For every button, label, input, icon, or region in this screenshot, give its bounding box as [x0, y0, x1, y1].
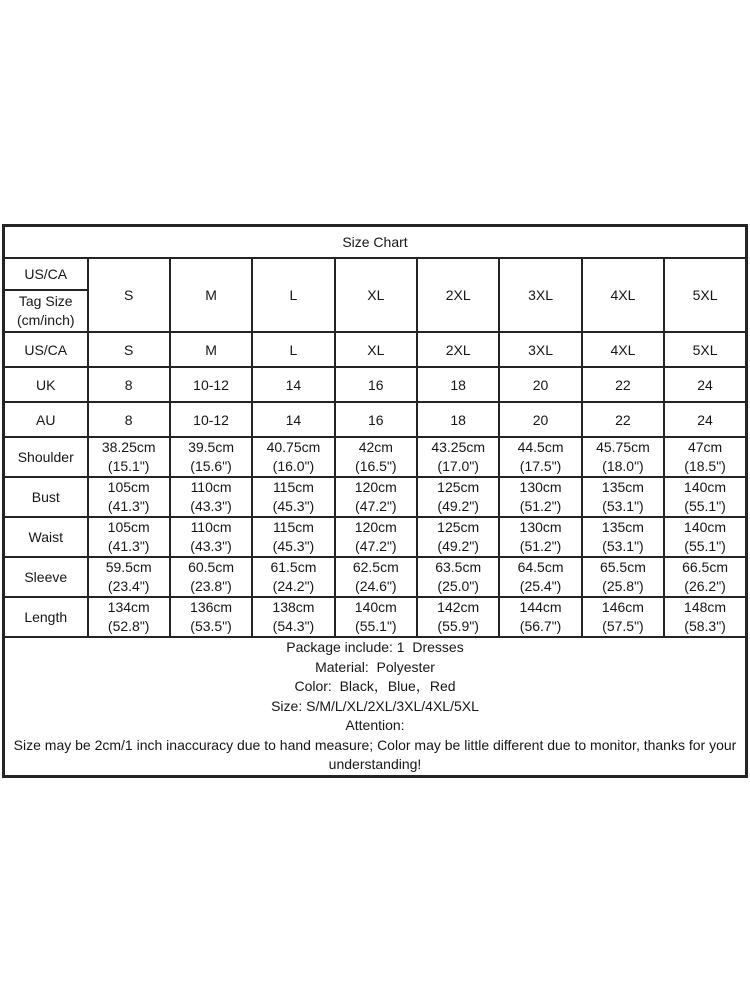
measurement-cell: [252, 517, 334, 557]
measurement-inch: (56.7"): [519, 618, 562, 634]
size-value-cell: 16: [335, 402, 417, 437]
measurement-inch: (49.2"): [437, 538, 479, 554]
header-corner-tag-size: [4, 290, 88, 332]
table-row-length: [4, 597, 747, 637]
size-header-cell: XL: [335, 258, 417, 332]
measurement-inch: (55.9"): [437, 618, 479, 634]
measurement-cm: 63.5cm: [435, 559, 482, 575]
measurement-inch: (47.2"): [355, 498, 397, 514]
measurement-inch: (18.5"): [684, 458, 726, 474]
measurement-cell: [417, 557, 499, 597]
size-value-cell: 22: [582, 367, 664, 402]
product-notes: [4, 637, 747, 776]
measurement-cell: [417, 517, 499, 557]
measurement-cell: [499, 557, 581, 597]
measurement-cell: [170, 437, 252, 477]
header-corner-us-ca: US/CA: [4, 258, 88, 290]
measurement-inch: (51.2"): [519, 538, 562, 554]
measurement-inch: (41.3"): [107, 538, 150, 554]
measurement-cell: [170, 597, 252, 637]
measurement-inch: (58.3"): [684, 618, 726, 634]
table-row-sleeve: [4, 557, 747, 597]
measurement-cell: [582, 597, 664, 637]
measurement-cell: [88, 477, 170, 517]
measurement-inch: (57.5"): [602, 618, 644, 634]
measurement-inch: (53.5"): [190, 618, 232, 634]
measurement-inch: (24.2"): [272, 578, 315, 594]
size-value-cell: 20: [499, 402, 581, 437]
table-row-shoulder: [4, 437, 747, 477]
size-value-cell: 10-12: [170, 367, 252, 402]
measurement-cm: 130cm: [519, 479, 562, 495]
measurement-inch: (24.6"): [355, 578, 397, 594]
measurement-cm: 115cm: [272, 519, 314, 535]
size-chart-table: [2, 224, 748, 778]
footer-material-line: Material: Polyester: [315, 658, 435, 675]
measurement-cm: 64.5cm: [517, 559, 564, 575]
measurement-cm: 134cm: [107, 599, 150, 615]
measurement-cell: [582, 437, 664, 477]
footer-attention-line: Attention:: [345, 717, 405, 733]
size-value-cell: 4XL: [582, 332, 664, 367]
size-value-cell: 8: [88, 402, 170, 437]
table-row-us-ca: [4, 332, 747, 367]
size-value-cell: 2XL: [417, 332, 499, 367]
measurement-cm: 42cm: [358, 439, 393, 455]
measurement-cm: 146cm: [601, 599, 644, 615]
measurement-cell: [170, 477, 252, 517]
measurement-cell: [252, 437, 334, 477]
measurement-cell: [170, 517, 252, 557]
size-value-cell: 22: [582, 402, 664, 437]
measurement-cm: 66.5cm: [682, 559, 729, 575]
measurement-cm: 105cm: [107, 479, 150, 495]
row-label-shoulder: Shoulder: [4, 437, 88, 477]
size-chart-title: Size Chart: [4, 226, 747, 259]
measurement-inch: (43.3"): [190, 498, 232, 514]
measurement-cell: [335, 477, 417, 517]
measurement-inch: (55.1"): [684, 498, 726, 514]
measurement-inch: (49.2"): [437, 498, 479, 514]
measurement-cm: 40.75cm: [266, 439, 321, 455]
measurement-inch: (55.1"): [684, 538, 726, 554]
measurement-cell: [582, 517, 664, 557]
size-value-cell: XL: [335, 332, 417, 367]
measurement-inch: (17.5"): [519, 458, 562, 474]
measurement-cell: [664, 597, 746, 637]
measurement-cell: [499, 477, 581, 517]
measurement-cm: 60.5cm: [188, 559, 235, 575]
measurement-inch: (18.0"): [602, 458, 644, 474]
size-header-cell: S: [88, 258, 170, 332]
measurement-inch: (26.2"): [684, 578, 726, 594]
size-value-cell: 14: [252, 402, 334, 437]
measurement-cell: [252, 557, 334, 597]
size-value-cell: 5XL: [664, 332, 746, 367]
measurement-inch: (16.5"): [355, 458, 397, 474]
measurement-cm: 140cm: [684, 519, 727, 535]
measurement-cell: [664, 437, 746, 477]
measurement-cell: [335, 557, 417, 597]
measurement-cell: [664, 517, 746, 557]
table-row-bust: [4, 477, 747, 517]
measurement-cm: 138cm: [272, 599, 315, 615]
measurement-inch: (54.3"): [272, 618, 315, 634]
size-value-cell: 18: [417, 402, 499, 437]
measurement-cm: 110cm: [190, 519, 232, 535]
size-value-cell: 3XL: [499, 332, 581, 367]
footer-size-line: Size: S/M/L/XL/2XL/3XL/4XL/5XL: [271, 697, 479, 714]
measurement-inch: (17.0"): [437, 458, 479, 474]
measurement-cm: 59.5cm: [105, 559, 152, 575]
measurement-cell: [335, 597, 417, 637]
size-value-cell: L: [252, 332, 334, 367]
title-row: [4, 226, 747, 259]
footer-row: [4, 637, 747, 776]
measurement-cm: 61.5cm: [270, 559, 317, 575]
measurement-cell: [664, 557, 746, 597]
measurement-cell: [499, 517, 581, 557]
measurement-cell: [664, 477, 746, 517]
measurement-cell: [335, 437, 417, 477]
size-header-cell: 2XL: [417, 258, 499, 332]
measurement-inch: (45.3"): [272, 498, 315, 514]
measurement-cm: 45.75cm: [596, 439, 650, 455]
size-value-cell: 14: [252, 367, 334, 402]
footer-note-line: Size may be 2cm/1 inch inaccuracy due to hand measure; Color may be little different due to monitor, thanks for your understanding!: [13, 736, 741, 772]
measurement-inch: (52.8"): [107, 618, 150, 634]
measurement-cm: 144cm: [519, 599, 562, 615]
measurement-cm: 135cm: [601, 479, 644, 495]
measurement-cell: [88, 597, 170, 637]
measurement-cell: [417, 597, 499, 637]
measurement-cell: [170, 557, 252, 597]
measurement-cm: 130cm: [519, 519, 562, 535]
measurement-inch: (25.4"): [519, 578, 562, 594]
size-header-cell: 4XL: [582, 258, 664, 332]
measurement-cm: 47cm: [687, 439, 723, 455]
footer-package-line: Package include: 1 Dresses: [286, 639, 464, 655]
measurement-inch: (25.0"): [437, 578, 479, 594]
tag-size-label-line2: (cm/inch): [16, 312, 75, 328]
size-value-cell: 16: [335, 367, 417, 402]
measurement-cell: [252, 597, 334, 637]
measurement-cm: 115cm: [272, 479, 314, 495]
table-row-uk: [4, 367, 747, 402]
measurement-cm: 38.25cm: [101, 439, 156, 455]
measurement-cell: [499, 437, 581, 477]
size-value-cell: 24: [664, 367, 746, 402]
measurement-cell: [499, 597, 581, 637]
measurement-cell: [417, 477, 499, 517]
measurement-inch: (45.3"): [272, 538, 315, 554]
measurement-cm: 120cm: [354, 479, 397, 495]
measurement-cm: 140cm: [684, 479, 727, 495]
size-value-cell: M: [170, 332, 252, 367]
size-header-cell: 5XL: [664, 258, 746, 332]
measurement-inch: (15.6"): [190, 458, 232, 474]
measurement-inch: (53.1"): [602, 498, 644, 514]
measurement-cell: [335, 517, 417, 557]
measurement-cell: [582, 477, 664, 517]
footer-color-line: Color: Black，Blue，Red: [294, 678, 456, 694]
measurement-inch: (43.3"): [190, 538, 232, 554]
size-header-cell: L: [252, 258, 334, 332]
measurement-inch: (51.2"): [519, 498, 562, 514]
row-label-sleeve: Sleeve: [4, 557, 88, 597]
row-label-au: AU: [4, 402, 88, 437]
measurement-cell: [88, 437, 170, 477]
measurement-inch: (23.4"): [107, 578, 150, 594]
measurement-inch: (55.1"): [355, 618, 397, 634]
size-value-cell: 10-12: [170, 402, 252, 437]
measurement-inch: (23.8"): [190, 578, 232, 594]
measurement-cm: 62.5cm: [352, 559, 399, 575]
measurement-cm: 125cm: [437, 479, 480, 495]
measurement-cm: 140cm: [354, 599, 397, 615]
measurement-cm: 135cm: [601, 519, 644, 535]
measurement-inch: (25.8"): [602, 578, 644, 594]
tag-size-label-line1: Tag Size: [18, 293, 73, 309]
measurement-cell: [88, 557, 170, 597]
measurement-inch: (16.0"): [272, 458, 315, 474]
table-row-waist: [4, 517, 747, 557]
measurement-cell: [88, 517, 170, 557]
measurement-cm: 136cm: [190, 599, 233, 615]
measurement-cm: 43.25cm: [431, 439, 486, 455]
measurement-inch: (15.1"): [107, 458, 150, 474]
size-value-cell: S: [88, 332, 170, 367]
measurement-cell: [582, 557, 664, 597]
table-row-au: [4, 402, 747, 437]
measurement-cm: 105cm: [107, 519, 150, 535]
row-label-uk: UK: [4, 367, 88, 402]
size-value-cell: 24: [664, 402, 746, 437]
measurement-cm: 44.5cm: [517, 439, 564, 455]
measurement-inch: (41.3"): [107, 498, 150, 514]
measurement-cell: [252, 477, 334, 517]
measurement-cm: 110cm: [190, 479, 232, 495]
measurement-cm: 125cm: [437, 519, 480, 535]
size-value-cell: 8: [88, 367, 170, 402]
row-label-bust: Bust: [4, 477, 88, 517]
size-header-cell: 3XL: [499, 258, 581, 332]
size-value-cell: 18: [417, 367, 499, 402]
size-value-cell: 20: [499, 367, 581, 402]
measurement-cell: [417, 437, 499, 477]
measurement-cm: 65.5cm: [599, 559, 646, 575]
measurement-cm: 148cm: [684, 599, 727, 615]
row-label-waist: Waist: [4, 517, 88, 557]
header-row-us-ca: [4, 258, 747, 290]
measurement-cm: 142cm: [437, 599, 480, 615]
measurement-cm: 120cm: [354, 519, 397, 535]
measurement-cm: 39.5cm: [188, 439, 235, 455]
measurement-inch: (53.1"): [602, 538, 644, 554]
row-label-length: Length: [4, 597, 88, 637]
size-header-cell: M: [170, 258, 252, 332]
row-label-us-ca: US/CA: [4, 332, 88, 367]
measurement-inch: (47.2"): [355, 538, 397, 554]
